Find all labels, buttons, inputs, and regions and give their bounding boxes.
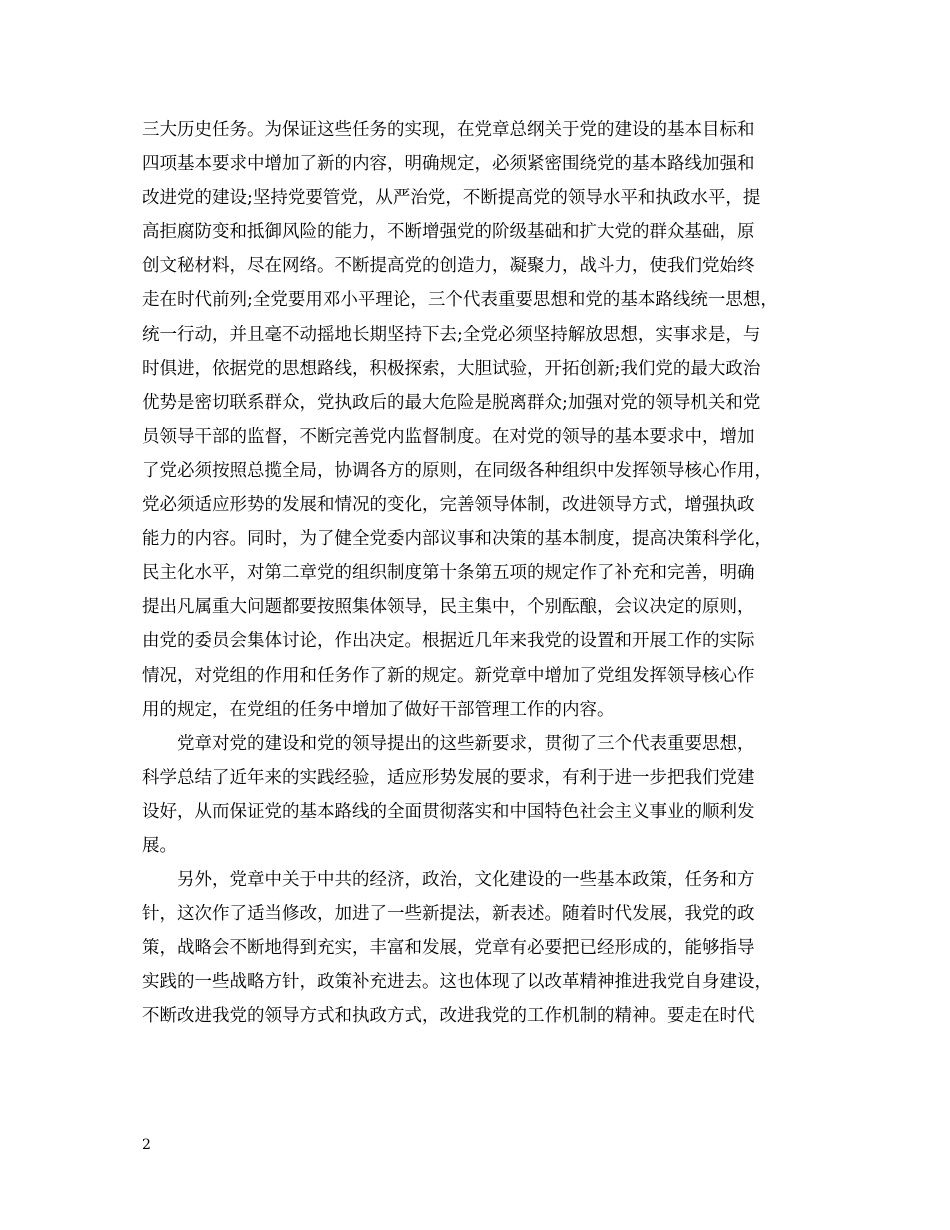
text-line: 改进党的建设;坚持党要管党，从严治党，不断提高党的领导水平和执政水平，提 bbox=[142, 188, 761, 209]
paragraph bbox=[142, 727, 822, 863]
text-line: 科学总结了近年来的实践经验，适应形势发展的要求，有利于进一步把我们党建 bbox=[142, 767, 755, 788]
text-line: 针，这次作了适当修改，加进了一些新提法，新表述。随着时代发展，我党的政 bbox=[142, 904, 755, 925]
body-text bbox=[142, 113, 822, 1034]
text-line: 实践的一些战略方针，政策补充进去。这也体现了以改革精神推进我党自身建设， bbox=[142, 972, 772, 993]
paragraph bbox=[142, 863, 822, 1033]
text-line: 设好，从而保证党的基本路线的全面贯彻落实和中国特色社会主义事业的顺利发 bbox=[142, 801, 755, 822]
text-line: 另外，党章中关于中共的经济，政治，文化建设的一些基本政策，任务和方 bbox=[177, 870, 755, 891]
text-line: 时俱进，依据党的思想路线，积极探索，大胆试验，开拓创新;我们党的最大政治 bbox=[142, 358, 761, 379]
text-line: 情况，对党组的作用和任务作了新的规定。新党章中增加了党组发挥领导核心作 bbox=[142, 665, 755, 686]
text-line: 由党的委员会集体讨论，作出决定。根据近几年来我党的设置和开展工作的实际 bbox=[142, 631, 755, 652]
text-line: 党必须适应形势的发展和情况的变化，完善领导体制，改进领导方式，增强执政 bbox=[142, 495, 755, 516]
text-line: 能力的内容。同时，为了健全党委内部议事和决策的基本制度，提高决策科学化， bbox=[142, 529, 772, 550]
page-number: 2 bbox=[142, 1137, 151, 1153]
text-line: 民主化水平，对第二章党的组织制度第十条第五项的规定作了补充和完善，明确 bbox=[142, 563, 755, 584]
text-line: 不断改进我党的领导方式和执政方式，改进我党的工作机制的精神。要走在时代 bbox=[142, 1006, 755, 1027]
paragraph bbox=[142, 113, 822, 727]
text-line: 统一行动，并且毫不动摇地长期坚持下去;全党必须坚持解放思想，实事求是，与 bbox=[142, 324, 761, 345]
text-line: 优势是密切联系群众，党执政后的最大危险是脱离群众;加强对党的领导机关和党 bbox=[142, 392, 761, 413]
text-line: 四项基本要求中增加了新的内容，明确规定，必须紧密围绕党的基本路线加强和 bbox=[142, 154, 755, 175]
text-line: 走在时代前列;全党要用邓小平理论，三个代表重要思想和党的基本路线统一思想， bbox=[142, 290, 778, 311]
text-line: 三大历史任务。为保证这些任务的实现，在党章总纲关于党的建设的基本目标和 bbox=[142, 120, 755, 140]
text-line: 策，战略会不断地得到充实，丰富和发展，党章有必要把已经形成的，能够指导 bbox=[142, 938, 755, 959]
text-line: 党章对党的建设和党的领导提出的这些新要求，贯彻了三个代表重要思想， bbox=[177, 733, 755, 754]
text-line: 提出凡属重大问题都要按照集体领导，民主集中，个别酝酿，会议决定的原则， bbox=[142, 597, 755, 618]
text-line: 展。 bbox=[142, 835, 177, 856]
text-line: 创文秘材料，尽在网络。不断提高党的创造力，凝聚力，战斗力，使我们党始终 bbox=[142, 256, 755, 277]
text-line: 高拒腐防变和抵御风险的能力，不断增强党的阶级基础和扩大党的群众基础，原 bbox=[142, 222, 755, 243]
text-line: 了党必须按照总揽全局，协调各方的原则，在同级各种组织中发挥领导核心作用， bbox=[142, 460, 772, 481]
text-line: 员领导干部的监督，不断完善党内监督制度。在对党的领导的基本要求中，增加 bbox=[142, 426, 755, 447]
text-line: 用的规定，在党组的任务中增加了做好干部管理工作的内容。 bbox=[142, 699, 615, 720]
